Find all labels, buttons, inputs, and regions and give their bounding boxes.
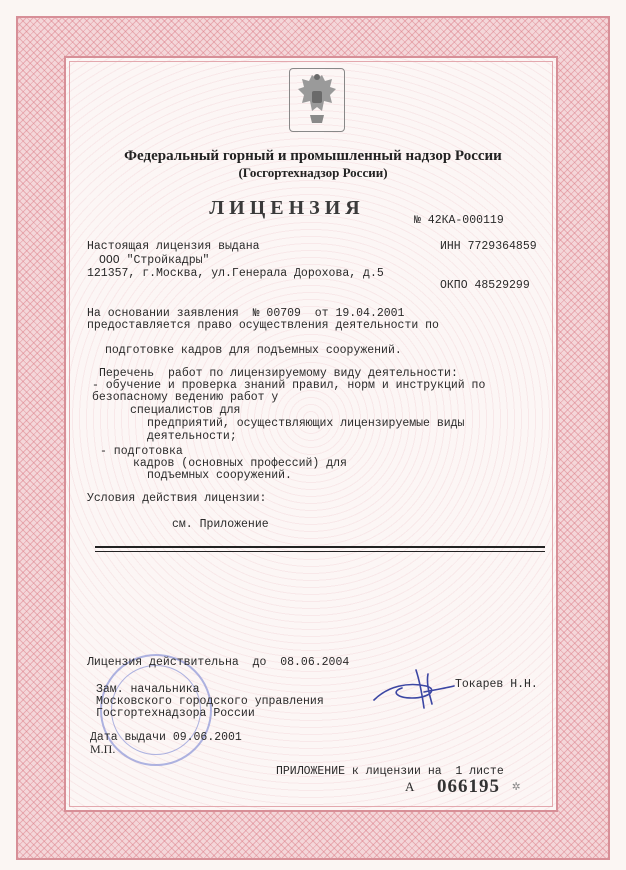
serial-number: 066195: [437, 776, 500, 797]
conditions-value: см. Приложение: [172, 518, 269, 531]
company-address: 121357, г.Москва, ул.Генерала Дорохова, д.5: [87, 267, 384, 280]
document-title: ЛИЦЕНЗИЯ: [209, 197, 365, 219]
appendix-note: ПРИЛОЖЕНИЕ к лицензии на 1 листе: [276, 765, 504, 778]
works-list-line: подъемных сооружений.: [147, 469, 292, 482]
authority-name: Федеральный горный и промышленный надзор России: [124, 148, 502, 164]
signatory-name: Токарев Н.Н.: [455, 678, 538, 691]
coat-of-arms-icon: [289, 68, 345, 132]
license-number: № 42КА-000119: [414, 214, 504, 227]
basis-application: На основании заявления № 00709 от 19.04.2001: [87, 307, 405, 320]
works-list-title: Перечень работ по лицензируемому виду деятельности:: [99, 367, 458, 380]
works-list-line: - обучение и проверка знаний правил, норм и инструкций по: [92, 379, 486, 392]
validity-date: Лицензия действительна до 08.06.2004: [87, 656, 350, 669]
works-list-line: кадров (основных профессий) для: [133, 457, 347, 470]
company-name: ООО "Стройкадры": [99, 254, 210, 267]
signatory-organization: Госгортехнадзора России: [96, 707, 255, 720]
licensed-activity: подготовке кадров для подъемных сооружений.: [105, 344, 402, 357]
issued-to-label: Настоящая лицензия выдана: [87, 240, 260, 253]
works-list-line: предприятий, осуществляющих лицензируемые виды: [147, 417, 465, 430]
basis-grant: предоставляется право осуществления деятельности по: [87, 319, 439, 332]
works-list-line: безопасному ведению работ у: [92, 391, 279, 404]
serial-series: А: [405, 779, 415, 794]
okpo-value: ОКПО 48529299: [440, 279, 530, 292]
inn-value: ИНН 7729364859: [440, 240, 537, 253]
signature-icon: [368, 664, 458, 712]
signatory-position: Зам. начальника: [96, 683, 200, 696]
divider-line: [95, 551, 545, 552]
issue-date: Дата выдачи 09.06.2001: [90, 731, 242, 744]
rosette-icon: ✲: [512, 779, 521, 795]
signatory-department: Московского городского управления: [96, 695, 324, 708]
conditions-label: Условия действия лицензии:: [87, 492, 267, 505]
divider-line: [95, 546, 545, 548]
authority-short-name: (Госгортехнадзор России): [238, 165, 388, 180]
seal-place-label: М.П.: [90, 742, 116, 756]
works-list-line: деятельности;: [147, 430, 237, 443]
works-list-line: - подготовка: [100, 445, 183, 458]
works-list-line: специалистов для: [130, 404, 241, 417]
